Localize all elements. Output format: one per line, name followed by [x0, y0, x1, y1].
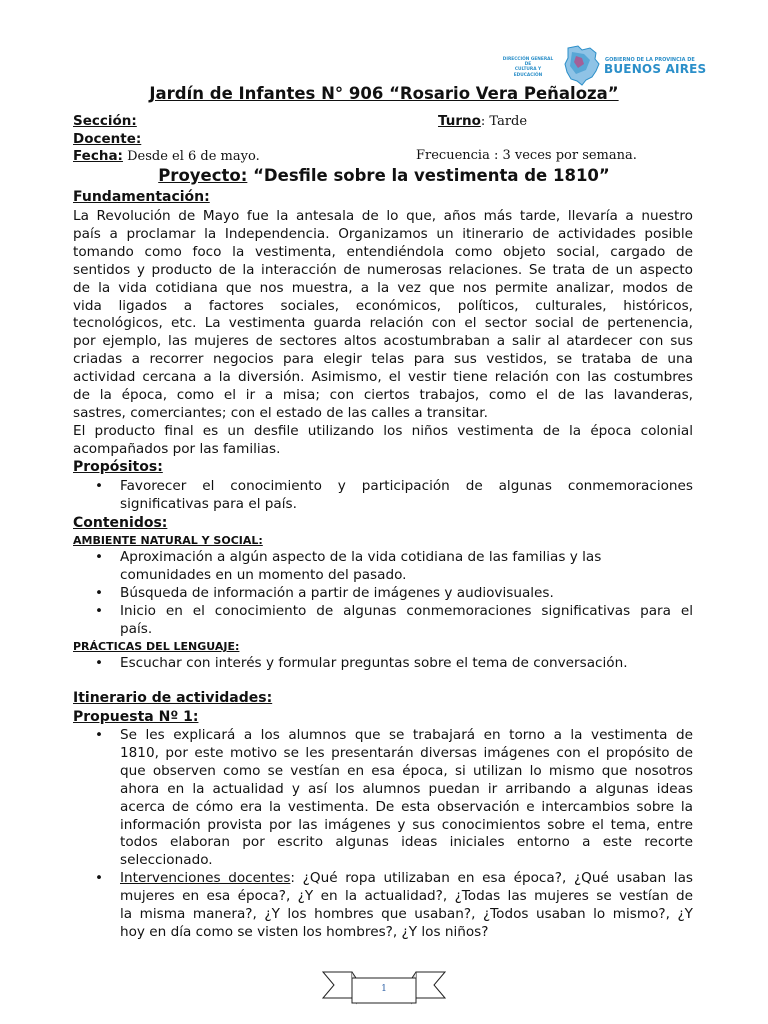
- list-item-line: [120, 870, 693, 888]
- paragraph-line: de la vida cotidiana que nos muestra, a la vez que nos permite analizar, modos de: [73, 279, 693, 296]
- bullet-icon: •: [95, 727, 104, 743]
- seccion-row: [73, 113, 137, 129]
- ambiente-list: [95, 549, 693, 639]
- paragraph-line: sentidos y producto de la interacción de numerosas relaciones. Se trata de un aspecto: [73, 261, 693, 278]
- paragraph-line: tomando como foco la vestimenta, entendiéndola como objeto social, cargado de: [73, 243, 693, 260]
- list-item-line: acerca de cómo era la vestimenta. De esta observación e intercambios sobre la: [120, 798, 693, 815]
- paragraph-line: sastres, comerciantes; con el estado de las calles a transitar.: [73, 404, 488, 421]
- list-item-line: Búsqueda de información a partir de imágenes y audiovisuales.: [120, 584, 554, 601]
- turno-row: [438, 113, 527, 129]
- project-label: Proyecto:: [158, 166, 248, 185]
- paragraph-line: vida ligados a factores sociales, económicos, políticos, culturales, históricos,: [73, 297, 693, 314]
- paragraph-line: tecnológicos, etc. La vestimenta guarda relación con el sector social de pertenencia,: [73, 315, 693, 332]
- bullet-icon: •: [95, 478, 104, 494]
- propuesta-list: [95, 727, 693, 942]
- list-item-line: información provista por las imágenes y sus conocimientos sobre el tema, entre: [120, 816, 693, 833]
- fecha-label: Fecha:: [73, 148, 123, 164]
- ministry-line-2: CULTURA Y EDUCACIÓN: [513, 67, 543, 78]
- list-item-line: 1810, por este motivo se les presentarán diversas imágenes con el propósito de: [120, 744, 693, 761]
- practicas-list: [95, 655, 693, 673]
- province-map-icon: [562, 44, 602, 86]
- contenidos-heading: Contenidos:: [73, 515, 168, 531]
- list-item: [95, 870, 693, 942]
- frecuencia-text: Frecuencia : 3 veces por semana.: [416, 148, 637, 163]
- intervenciones-text: : ¿Qué ropa utilizaban en esa época?, ¿Qué usaban las: [290, 870, 693, 887]
- ministry-line-1: DIRECCIÓN GENERAL DE: [502, 57, 554, 68]
- paragraph-line: país a proclamar la Independencia. Organizamos un itinerario de actividades posible: [73, 225, 693, 242]
- list-item-line: Aproximación a algún aspecto de la vida cotidiana de las familias y las: [120, 549, 602, 565]
- list-item-line: Escuchar con interés y formular preguntas sobre el tema de conversación.: [120, 655, 628, 671]
- list-item-line: mujeres en esa época?, ¿Y en la actualidad?, ¿Todas las mujeres se vestían de: [120, 888, 693, 905]
- list-item-line: Inicio en el conocimiento de algunas conmemoraciones significativas para el: [120, 602, 693, 619]
- page-number-ribbon: [322, 968, 446, 1008]
- list-item-line: Favorecer el conocimiento y participación de algunas conmemoraciones: [120, 478, 693, 494]
- fundamentacion-heading: Fundamentación:: [73, 189, 210, 205]
- propuesta-heading: Propuesta Nº 1:: [73, 709, 199, 725]
- list-item-line: seleccionado.: [120, 852, 213, 869]
- ministry-logo-text: [500, 57, 556, 78]
- bullet-icon: •: [95, 655, 104, 671]
- list-item: [95, 478, 693, 514]
- project-title: [0, 166, 768, 185]
- propositos-heading: Propósitos:: [73, 459, 163, 475]
- bullet-icon: •: [95, 870, 104, 887]
- paragraph-line: La Revolución de Mayo fue la antesala de lo que, años más tarde, llevaría a nuestro: [73, 208, 693, 224]
- paragraph-line: criadas a recorrer negocios para elegir telas para sus vestidos, se trataba de una: [73, 351, 693, 368]
- list-item-line: ahora en la actualidad y así los alumnos puedan ir arribando a algunas ideas: [120, 780, 693, 797]
- intervenciones-label: Intervenciones docentes: [120, 870, 291, 887]
- seccion-label: Sección:: [73, 113, 137, 129]
- bullet-icon: •: [95, 549, 104, 565]
- fundamentacion-paragraph: [73, 208, 693, 459]
- list-item: [95, 585, 693, 603]
- paragraph-line: El producto final es un desfile utilizando los niños vestimenta de la época colonial: [73, 422, 693, 439]
- itinerario-heading: Itinerario de actividades:: [73, 690, 273, 706]
- bullet-icon: •: [95, 584, 104, 601]
- ambiente-subheading: AMBIENTE NATURAL Y SOCIAL:: [73, 534, 263, 547]
- turno-label: Turno: [438, 113, 481, 129]
- docente-row: [73, 131, 141, 147]
- government-text: GOBIERNO DE LA PROVINCIA DE: [605, 57, 695, 63]
- bullet-icon: •: [95, 602, 104, 619]
- list-item: [95, 549, 693, 585]
- practicas-subheading: PRÁCTICAS DEL LENGUAJE:: [73, 640, 240, 653]
- page-number: 1: [381, 984, 387, 994]
- list-item-line: significativas para el país.: [120, 495, 297, 512]
- paragraph-line: acompañados por las familias.: [73, 440, 281, 457]
- docente-label: Docente:: [73, 131, 142, 147]
- list-item-line: país.: [120, 620, 153, 637]
- fecha-row: [73, 148, 260, 164]
- turno-value: : Tarde: [480, 114, 528, 129]
- list-item-line: que observen como se vestían en esa época, si utilizan lo mismo que nosotros: [120, 762, 693, 779]
- buenos-aires-text: BUENOS AIRES: [604, 62, 707, 76]
- list-item-line: hoy en día como se visten los hombres?, ¿Y los niños?: [120, 923, 489, 940]
- project-name: “Desfile sobre la vestimenta de 1810”: [247, 166, 610, 185]
- list-item: [95, 727, 693, 870]
- government-logo: [500, 44, 707, 86]
- list-item: [95, 603, 693, 639]
- propositos-list: [95, 478, 693, 514]
- list-item-line: comunidades en un momento del pasado.: [120, 566, 407, 583]
- list-item-line: la misma manera?, ¿Y los hombres que usaban?, ¿Todos usaban lo mismo?, ¿Y: [120, 906, 693, 923]
- list-item-line: Se les explicará a los alumnos que se trabajará en torno a la vestimenta de: [120, 727, 693, 743]
- list-item: [95, 655, 693, 673]
- fecha-value: Desde el 6 de mayo.: [122, 149, 260, 164]
- paragraph-line: de la época, como el ir a misa; con ciertos trabajos, como el de las lavanderas,: [73, 387, 693, 404]
- paragraph-line: por ejemplo, las mujeres de sectores altos acostumbraban a salir al atardecer con sus: [73, 333, 693, 350]
- paragraph-line: actividad cercana a la diversión. Asimismo, el vestir tiene relación con las costumbres: [73, 369, 693, 386]
- list-item-line: todos elaboran por escrito algunas ideas iniciales entorno a este recorte: [120, 834, 693, 851]
- school-title: Jardín de Infantes N° 906 “Rosario Vera Peñaloza”: [149, 84, 619, 103]
